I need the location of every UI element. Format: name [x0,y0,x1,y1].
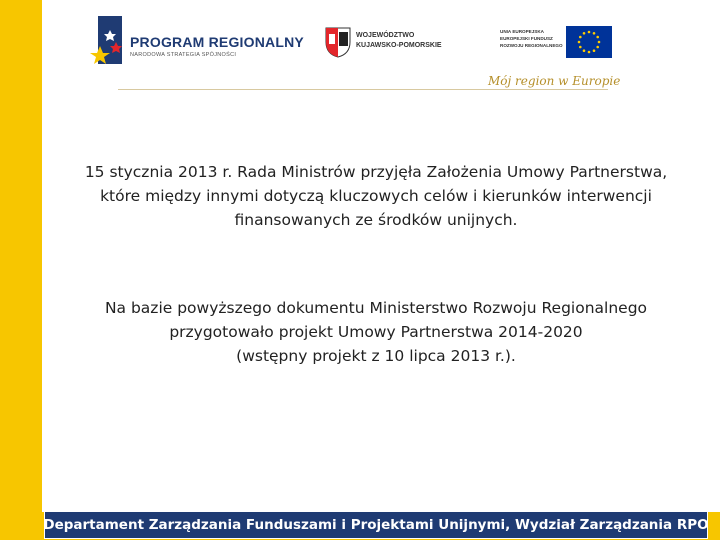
eu-logo [500,26,615,62]
wojewodztwo-logo [322,22,462,62]
program-star-flag-icon [90,16,126,68]
coat-of-arms-icon [324,26,352,58]
paragraph-1-line: które między innymi dotyczą kluczowych celów i kierunków interwencji [100,187,652,205]
motto-tagline: Mój region w Europie [488,74,621,88]
program-title: PROGRAM REGIONALNY [130,34,304,50]
eu-text-line3: ROZWOJU REGIONALNEGO [500,43,563,48]
eu-flag-icon [566,26,612,58]
footer-text: Departament Zarządzania Funduszami i Projektami Unijnymi, Wydział Zarządzania RPO [43,517,709,533]
footer-banner [44,511,708,539]
paragraph-1-line: finansowanych ze środków unijnych. [234,211,518,229]
paragraph-2-line: przygotowało projekt Umowy Partnerstwa 2014-2020 [169,323,583,341]
program-subtitle: NARODOWA STRATEGIA SPÓJNOŚCI [130,52,237,58]
paragraph-2 [44,296,708,368]
program-regionalny-logo [90,14,304,70]
paragraph-2-line: Na bazie powyższego dokumentu Ministerstwo Rozwoju Regionalnego [104,299,648,317]
eu-text-line1: UNIA EUROPEJSKA [500,29,544,34]
paragraph-1 [44,160,708,232]
left-accent-bar [0,0,42,540]
header-divider [118,89,608,90]
paragraph-1-line: 15 stycznia 2013 r. Rada Ministrów przyjęła Założenia Umowy Partnerstwa, [84,163,668,181]
region-name-line1: WOJEWÓDZTWO [356,32,415,39]
region-name-line2: KUJAWSKO-POMORSKIE [356,42,442,49]
eu-text-line2: EUROPEJSKI FUNDUSZ [500,36,553,41]
paragraph-2-line: (wstępny projekt z 10 lipca 2013 r.). [236,347,516,365]
